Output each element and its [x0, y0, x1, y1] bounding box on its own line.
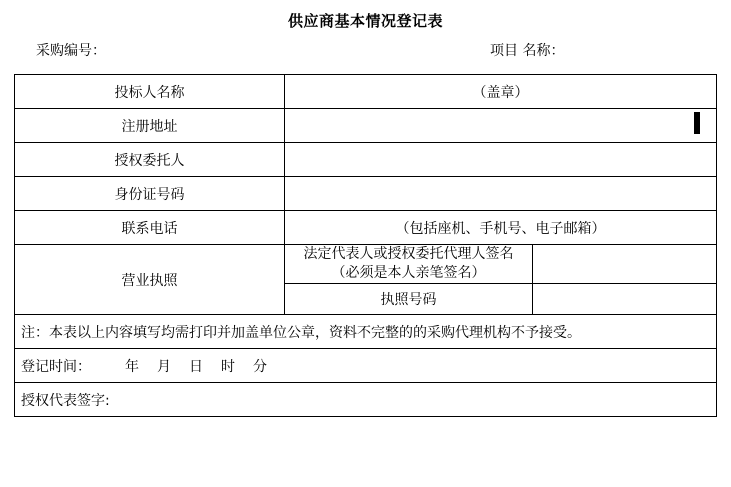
table-row	[15, 109, 717, 143]
table-row	[15, 315, 717, 349]
page-edge-marker	[694, 112, 700, 134]
registration-day-unit: 日	[189, 358, 203, 375]
registration-hour-unit: 时	[221, 358, 235, 375]
table-row	[15, 383, 717, 417]
form-note: 注：本表以上内容填写均需打印并加盖单位公章，资料不完整的的采购代理机构不予接受。	[15, 315, 717, 349]
header-fields	[0, 40, 731, 64]
registration-minute-unit: 分	[253, 358, 267, 375]
table-row	[15, 211, 717, 245]
authorized-signature-row[interactable]: 授权代表签字:	[15, 383, 717, 417]
bidder-name-value[interactable]: （盖章）	[285, 75, 717, 109]
legal-representative-signature-field[interactable]	[533, 245, 717, 284]
registered-address-label: 注册地址	[15, 109, 285, 143]
supplier-form-table	[14, 74, 716, 417]
business-license-label: 营业执照	[15, 245, 285, 315]
table-row	[15, 75, 717, 109]
contact-phone-value[interactable]: （包括座机、手机号、电子邮箱）	[285, 211, 717, 245]
table-row	[15, 349, 717, 383]
legal-representative-signature-text: 法定代表人或授权委托代理人签名（必须是本人亲笔签名）	[285, 245, 533, 284]
project-name-label: 项目 名称：	[490, 43, 565, 59]
authorized-agent-value[interactable]	[285, 143, 717, 177]
bidder-name-label: 投标人名称	[15, 75, 285, 109]
registration-year-unit: 年	[125, 358, 139, 375]
id-number-label: 身份证号码	[15, 177, 285, 211]
registration-month-unit: 月	[157, 358, 171, 375]
registered-address-value[interactable]	[285, 109, 717, 143]
table-row	[15, 143, 717, 177]
license-number-label: 执照号码	[285, 284, 533, 315]
table-row	[15, 177, 717, 211]
contact-phone-label: 联系电话	[15, 211, 285, 245]
license-number-field[interactable]	[533, 284, 717, 315]
registration-time-label: 登记时间：	[21, 358, 91, 375]
registration-time-row[interactable]	[15, 349, 717, 383]
id-number-value[interactable]	[285, 177, 717, 211]
table-row	[15, 245, 717, 284]
page-title: 供应商基本情况登记表	[287, 12, 443, 30]
authorized-agent-label: 授权委托人	[15, 143, 285, 177]
purchase-number-label: 采购编号：	[36, 43, 106, 59]
